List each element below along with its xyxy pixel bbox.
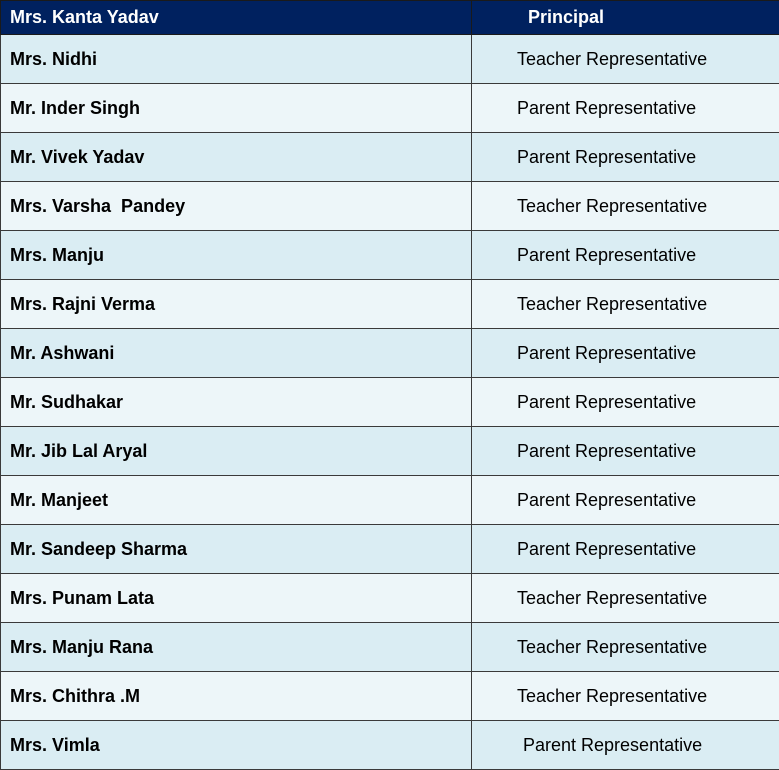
member-name: Mrs. Kanta Yadav (1, 1, 472, 35)
member-role: Parent Representative (472, 476, 779, 525)
member-name: Mrs. Varsha Pandey (1, 182, 472, 231)
member-role: Teacher Representative (472, 280, 779, 329)
table-row (1, 35, 779, 84)
table-row (1, 476, 779, 525)
member-name: Mr. Sandeep Sharma (1, 525, 472, 574)
member-name: Mrs. Nidhi (1, 35, 472, 84)
table-row (1, 721, 779, 770)
member-name: Mrs. Manju Rana (1, 623, 472, 672)
member-role: Teacher Representative (472, 35, 779, 84)
member-role: Parent Representative (472, 525, 779, 574)
member-role: Parent Representative (472, 329, 779, 378)
table-row (1, 672, 779, 721)
table-row (1, 133, 779, 182)
table-row (1, 574, 779, 623)
table-row (1, 231, 779, 280)
member-name: Mr. Manjeet (1, 476, 472, 525)
member-role: Principal (472, 1, 779, 35)
member-name: Mrs. Vimla (1, 721, 472, 770)
member-role: Parent Representative (472, 231, 779, 280)
member-name: Mrs. Punam Lata (1, 574, 472, 623)
member-name: Mrs. Rajni Verma (1, 280, 472, 329)
table-row (1, 378, 779, 427)
table-row (1, 427, 779, 476)
member-role: Teacher Representative (472, 182, 779, 231)
member-role: Parent Representative (472, 721, 779, 770)
member-name: Mr. Inder Singh (1, 84, 472, 133)
table-row (1, 623, 779, 672)
member-role: Teacher Representative (472, 672, 779, 721)
member-role: Teacher Representative (472, 574, 779, 623)
member-name: Mr. Jib Lal Aryal (1, 427, 472, 476)
table-row (1, 182, 779, 231)
member-name: Mrs. Chithra .M (1, 672, 472, 721)
member-role: Parent Representative (472, 378, 779, 427)
member-role: Parent Representative (472, 84, 779, 133)
member-role: Parent Representative (472, 133, 779, 182)
table-row (1, 525, 779, 574)
member-name: Mr. Ashwani (1, 329, 472, 378)
table-row (1, 280, 779, 329)
member-name: Mr. Sudhakar (1, 378, 472, 427)
member-name: Mr. Vivek Yadav (1, 133, 472, 182)
table-row (1, 329, 779, 378)
table-header-row (1, 1, 779, 35)
member-role: Parent Representative (472, 427, 779, 476)
member-name: Mrs. Manju (1, 231, 472, 280)
member-role: Teacher Representative (472, 623, 779, 672)
table-row (1, 84, 779, 133)
